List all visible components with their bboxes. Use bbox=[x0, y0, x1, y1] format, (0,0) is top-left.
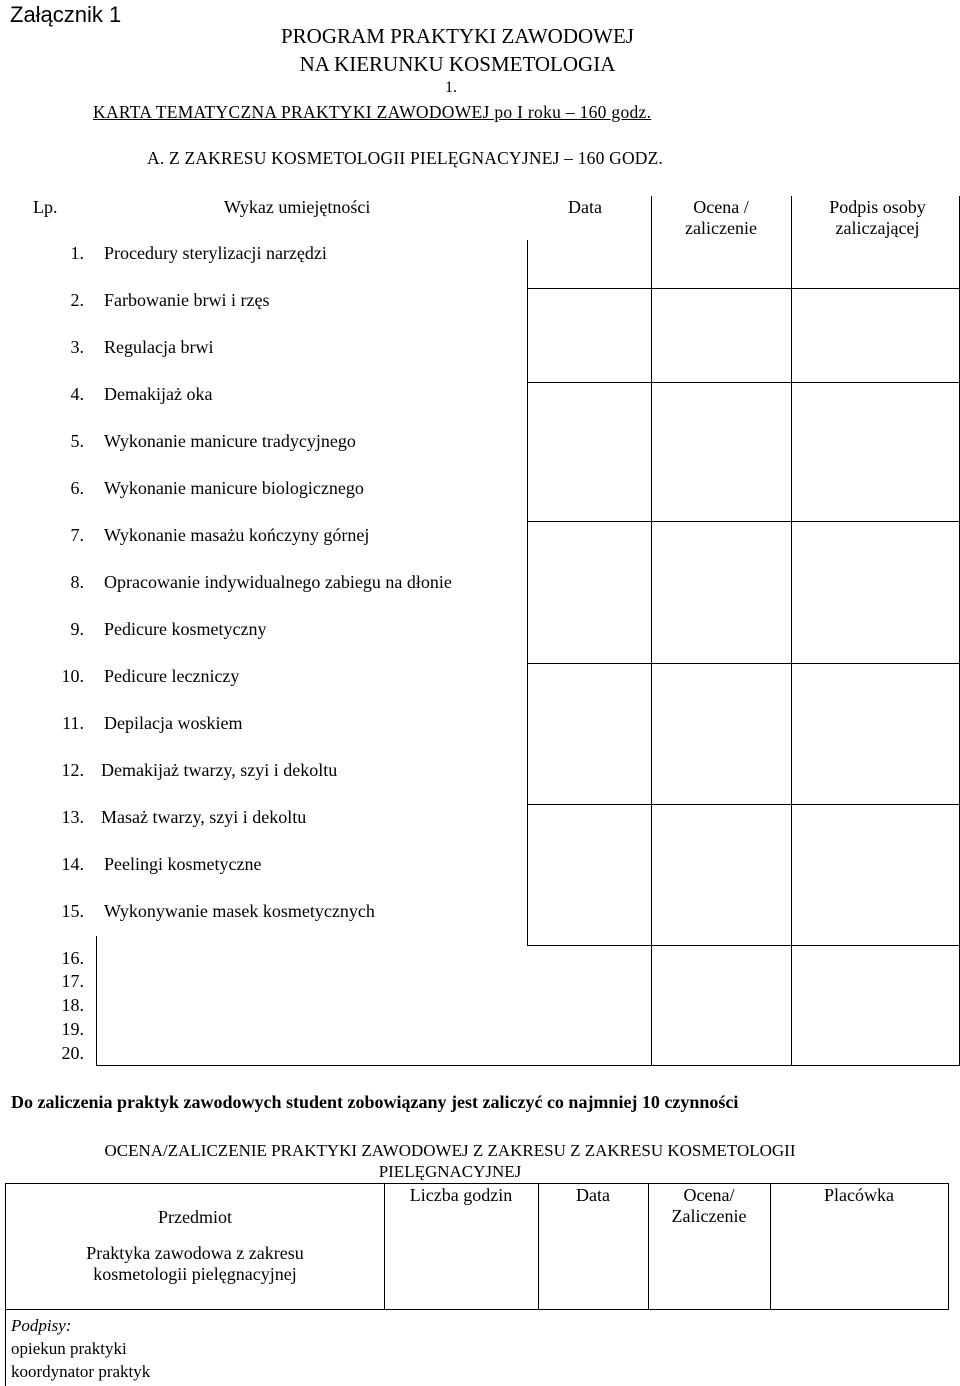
row-line bbox=[527, 945, 959, 946]
row-line bbox=[527, 521, 959, 522]
row-skill: Demakijaż twarzy, szyi i dekoltu bbox=[101, 760, 338, 780]
header-signature: Podpis osoby zaliczającej bbox=[829, 197, 926, 238]
row-skill: Wykonanie masażu kończyny górnej bbox=[104, 525, 370, 545]
row-skill: Wykonanie manicure tradycyjnego bbox=[104, 431, 356, 451]
row-skill: Regulacja brwi bbox=[104, 337, 214, 357]
row-number: 1. bbox=[70, 243, 84, 263]
row-line bbox=[527, 288, 959, 289]
row-skill: Procedury sterylizacji narzędzi bbox=[104, 243, 327, 263]
row-line bbox=[527, 382, 959, 383]
row-number: 14. bbox=[61, 854, 84, 874]
empty-row-number: 16. bbox=[61, 948, 84, 968]
table-divider bbox=[96, 936, 97, 1066]
row-skill: Farbowanie brwi i rzęs bbox=[104, 290, 270, 310]
table-divider bbox=[527, 240, 528, 946]
attachment-label: Załącznik 1 bbox=[10, 2, 122, 27]
row-number: 8. bbox=[70, 572, 84, 592]
row-number: 5. bbox=[70, 431, 84, 451]
header-skill: Wykaz umiejętności bbox=[224, 197, 371, 217]
row-skill: Depilacja woskiem bbox=[104, 713, 243, 733]
signatures-label: Podpisy: bbox=[11, 1316, 72, 1335]
section-number: 1. bbox=[445, 79, 457, 96]
empty-row-number: 17. bbox=[61, 971, 84, 991]
row-number: 9. bbox=[70, 619, 84, 639]
header-grade: Ocena / zaliczenie bbox=[685, 197, 757, 238]
row-skill: Pedicure leczniczy bbox=[104, 666, 240, 686]
assessment-title-line1: OCENA/ZALICZENIE PRAKTYKI ZAWODOWEJ Z ZAKRESU Z ZAKRESU KOSMETOLOGII bbox=[104, 1141, 796, 1160]
empty-row-number: 20. bbox=[61, 1043, 84, 1063]
row-number: 12. bbox=[61, 760, 84, 780]
program-title-line2: NA KIERUNKU KOSMETOLOGIA bbox=[299, 52, 616, 76]
signature-divider bbox=[5, 1309, 6, 1386]
col-grade: Ocena/ Zaliczenie bbox=[671, 1185, 747, 1226]
row-number: 2. bbox=[70, 290, 84, 310]
row-number: 11. bbox=[62, 713, 84, 733]
row-line bbox=[96, 1065, 959, 1066]
header-date: Data bbox=[568, 197, 602, 217]
subject-value: Praktyka zawodowa z zakresu kosmetologii pielęgnacyjnej bbox=[86, 1243, 304, 1284]
header-lp: Lp. bbox=[33, 197, 58, 217]
empty-row-number: 19. bbox=[61, 1019, 84, 1039]
row-skill: Demakijaż oka bbox=[104, 384, 213, 404]
row-line bbox=[527, 804, 959, 805]
col-hours: Liczba godzin bbox=[409, 1185, 513, 1205]
assessment-title-line2: PIELĘGNACYJNEJ bbox=[378, 1162, 522, 1181]
table-divider bbox=[651, 196, 652, 1066]
assessment-divider bbox=[948, 1183, 949, 1310]
row-number: 7. bbox=[70, 525, 84, 545]
row-number: 3. bbox=[70, 337, 84, 357]
table-divider bbox=[791, 196, 792, 1066]
row-number: 13. bbox=[61, 807, 84, 827]
row-line bbox=[527, 663, 959, 664]
row-skill: Peelingi kosmetyczne bbox=[104, 854, 262, 874]
row-skill: Pedicure kosmetyczny bbox=[104, 619, 267, 639]
row-number: 10. bbox=[61, 666, 84, 686]
row-skill: Masaż twarzy, szyi i dekoltu bbox=[101, 807, 307, 827]
row-number: 4. bbox=[70, 384, 84, 404]
row-number: 15. bbox=[61, 901, 84, 921]
col-date: Data bbox=[576, 1185, 610, 1205]
assessment-line-top bbox=[5, 1183, 948, 1184]
row-skill: Opracowanie indywidualnego zabiegu na dłonie bbox=[104, 572, 452, 592]
row-skill: Wykonywanie masek kosmetycznych bbox=[104, 901, 375, 921]
row-number: 6. bbox=[70, 478, 84, 498]
program-title-line1: PROGRAM PRAKTYKI ZAWODOWEJ bbox=[281, 24, 634, 48]
empty-row-number: 18. bbox=[61, 995, 84, 1015]
signature-coordinator: koordynator praktyk bbox=[11, 1362, 151, 1381]
row-skill: Wykonanie manicure biologicznego bbox=[104, 478, 364, 498]
section-a-title: A. Z ZAKRESU KOSMETOLOGII PIELĘGNACYJNEJ – 160 GODZ. bbox=[147, 148, 664, 168]
signature-tutor: opiekun praktyki bbox=[11, 1339, 127, 1358]
requirement-note: Do zaliczenia praktyk zawodowych student zobowiązany jest zaliczyć co najmniej 10 czynności bbox=[11, 1092, 739, 1112]
col-subject: Przedmiot bbox=[158, 1207, 232, 1227]
col-place: Placówka bbox=[824, 1185, 894, 1205]
karta-title: KARTA TEMATYCZNA PRAKTYKI ZAWODOWEJ po I roku – 160 godz. bbox=[93, 102, 652, 122]
assessment-line-bottom bbox=[5, 1309, 948, 1310]
